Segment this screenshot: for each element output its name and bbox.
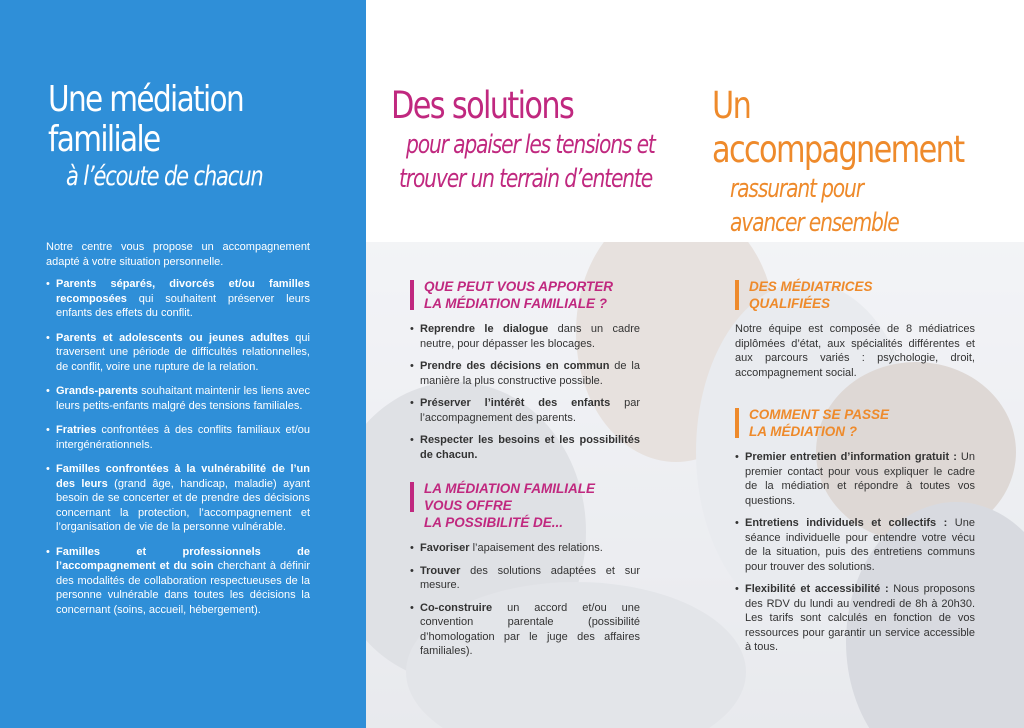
list-item xyxy=(735,450,975,508)
item-bold: Prendre des décisions en commun xyxy=(420,360,610,372)
item-bold: Reprendre le dialogue xyxy=(420,323,549,335)
right-subtitle-line2: avancer ensemble xyxy=(730,208,899,238)
section-title xyxy=(735,278,975,312)
item-text: souhaitant maintenir les liens avec leurs petits-enfants malgré des tensions familiales. xyxy=(56,385,310,412)
possibilities-list xyxy=(410,541,640,659)
section-title-line1: LA MÉDIATION FAMILIALE xyxy=(424,481,595,496)
list-item xyxy=(46,462,310,535)
list-item xyxy=(410,359,640,388)
list-item xyxy=(46,423,310,452)
item-text: dans un cadre neutre, pour dépasser les blocages. xyxy=(420,323,640,350)
team-description: Notre équipe est composée de 8 médiatrices diplômées d’état, aux spécialités différentes et aux parcours variés : psychologie, droit, accompagnement social. xyxy=(735,323,975,379)
list-item xyxy=(410,433,640,462)
item-bold: Entretiens individuels et collectifs : xyxy=(745,517,948,529)
item-text: des solutions adaptées et sur mesure. xyxy=(420,564,640,591)
item-text: Une séance individuelle pour entendre votre vécu de la situation, puis des entretiens communs pour trouver des solutions. xyxy=(745,517,975,573)
item-bold: Premier entretien d’information gratuit : xyxy=(745,451,957,463)
middle-header xyxy=(391,84,725,196)
right-subtitle-line1: rassurant pour xyxy=(730,174,863,204)
item-text: de la manière la plus constructive possible. xyxy=(420,360,640,387)
section-title-line2: VOUS OFFRE xyxy=(424,498,512,513)
section-title-line3: LA POSSIBILITÉ DE... xyxy=(424,515,564,530)
left-subtitle: à l’écoute de chacun xyxy=(66,161,263,192)
item-text: cherchant à définir des modalités de collaboration respectueuses de la personne vulnérable dans toutes les décisions la concernant (soins, accueil, hébergement). xyxy=(56,560,310,616)
list-item xyxy=(410,601,640,659)
item-bold: Grands-parents xyxy=(56,385,138,397)
item-bold: Flexibilité et accessibilité : xyxy=(745,583,889,595)
section-title-line1: DES MÉDIATRICES xyxy=(749,279,873,294)
item-bold: Co-construire xyxy=(420,601,493,614)
section-title xyxy=(735,406,975,440)
right-title: Un accompagnement xyxy=(712,84,964,171)
list-item xyxy=(46,277,310,321)
audience-list xyxy=(46,277,310,617)
list-item xyxy=(46,331,310,375)
middle-subtitle-line2: trouver un terrain d’entente xyxy=(399,164,653,194)
item-bold: Parents et adolescents ou jeunes adultes xyxy=(56,331,289,344)
left-panel xyxy=(0,0,366,728)
middle-subtitle-line1: pour apaiser les tensions et xyxy=(406,130,655,160)
section-title xyxy=(410,480,640,531)
middle-column xyxy=(410,278,640,667)
list-item xyxy=(46,545,310,618)
list-item xyxy=(410,564,640,593)
list-item xyxy=(46,384,310,413)
left-intro: Notre centre vous propose un accompagnement adapté à votre situation personnelle. xyxy=(46,241,310,268)
item-text: Nous proposons des RDV du lundi au vendredi de 8h à 20h30. Les tarifs sont calculés en fonction de vos ressources pour garantir un service accessible à tous. xyxy=(745,583,975,653)
list-item xyxy=(410,322,640,351)
left-title xyxy=(48,80,318,194)
item-bold: Parents séparés, divorcés et/ou familles recomposées xyxy=(56,278,310,305)
item-text: un accord et/ou une convention parentale (possibilité d’homologation par le juge des affaires familiales). xyxy=(420,601,640,657)
item-bold: Préserver l’intérêt des enfants xyxy=(420,397,611,409)
benefits-list xyxy=(410,322,640,462)
item-bold: Familles confrontées à la vulnérabilité de l’un des leurs xyxy=(56,463,310,490)
item-text: qui traversent une période de difficultés relationnelles, de conflit, voire une rupture de la relation. xyxy=(56,331,310,373)
middle-title: Des solutions xyxy=(391,84,574,127)
section-title-line2: LA MÉDIATION FAMILIALE ? xyxy=(424,296,607,311)
item-bold: Respecter les besoins et les possibilités de chacun. xyxy=(420,434,640,461)
item-text: Un premier contact pour vous expliquer le cadre de la médiation et répondre à toutes vos questions. xyxy=(745,451,975,507)
process-list xyxy=(735,450,975,655)
list-item xyxy=(410,541,640,556)
section-title-line2: LA MÉDIATION ? xyxy=(749,424,857,439)
item-bold: Familles et professionnels de l’accompagnement et du soin xyxy=(56,545,310,572)
section-title xyxy=(410,278,640,312)
item-text: l’apaisement des relations. xyxy=(469,542,603,554)
item-text: (grand âge, handicap, maladie) ayant besoin de se concerter et de prendre des décisions concernant la protection, l’accompagnement et l’organisation de vie de la personne vulnérable. xyxy=(56,477,310,533)
list-item xyxy=(735,582,975,655)
item-bold: Trouver xyxy=(420,564,461,577)
left-title-line1: Une médiation xyxy=(48,79,244,120)
list-item xyxy=(735,516,975,574)
left-title-line2: familiale xyxy=(48,119,160,160)
item-text: confrontées à des conflits familiaux et/ou intergénérationnels. xyxy=(56,424,310,451)
right-column xyxy=(735,278,975,663)
item-bold: Fratries xyxy=(56,424,97,436)
section-title-line2: QUALIFIÉES xyxy=(749,296,831,311)
item-bold: Favoriser xyxy=(420,542,470,554)
item-text: par l’accompagnement des parents. xyxy=(420,397,640,424)
item-text: qui souhaitent préserver leurs enfants des effets du conflit. xyxy=(56,292,310,319)
section-title-line1: COMMENT SE PASSE xyxy=(749,407,890,422)
left-body xyxy=(46,240,310,627)
list-item xyxy=(410,396,640,425)
section-title-line1: QUE PEUT VOUS APPORTER xyxy=(424,279,614,294)
right-header xyxy=(712,84,1024,240)
